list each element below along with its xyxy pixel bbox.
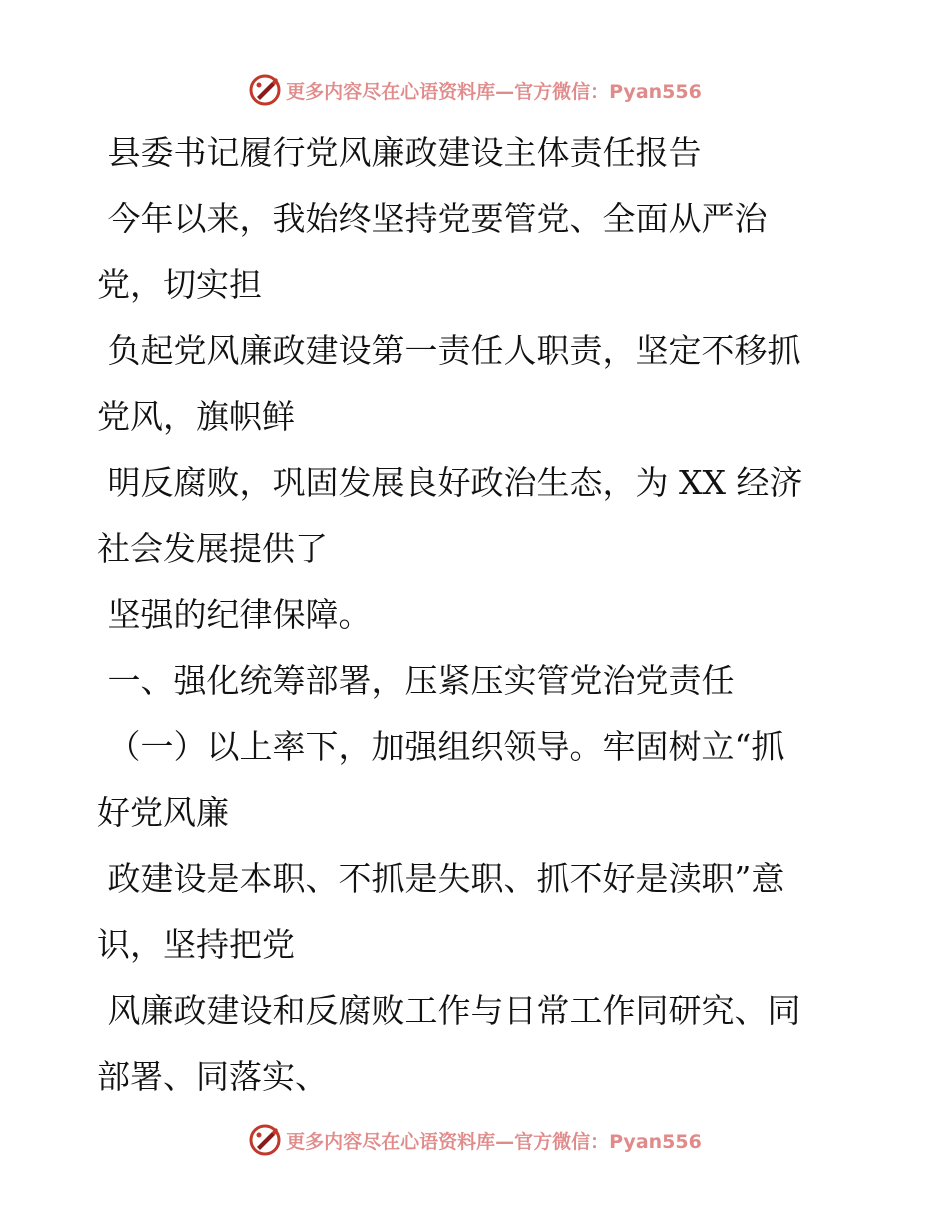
doc-line: 今年以来，我始终坚持党要管党、全面从严治 [97, 199, 768, 238]
watermark-logo-icon [248, 1123, 282, 1157]
doc-line: 社会发展提供了 [97, 529, 328, 568]
document-body [97, 120, 837, 1110]
watermark-top [0, 70, 950, 110]
doc-line: 部署、同落实、 [97, 1057, 328, 1096]
doc-line: 党，切实担 [97, 265, 262, 304]
watermark-bottom [0, 1120, 950, 1160]
doc-line: （一）以上率下，加强组织领导。牢固树立“抓 [97, 727, 785, 766]
section-heading: 一、强化统筹部署，压紧压实管党治党责任 [97, 661, 735, 700]
doc-line: 负起党风廉政建设第一责任人职责，坚定不移抓 [97, 331, 801, 370]
doc-line: 坚强的纪律保障。 [97, 595, 372, 634]
doc-title: 县委书记履行党风廉政建设主体责任报告 [97, 133, 702, 172]
watermark-logo-icon [248, 73, 282, 107]
watermark-text: 更多内容尽在心语资料库—官方微信：Pyan556 [286, 80, 702, 103]
doc-line: 风廉政建设和反腐败工作与日常工作同研究、同 [97, 991, 801, 1030]
doc-line: 政建设是本职、不抓是失职、抓不好是渎职”意 [97, 859, 785, 898]
doc-line: 明反腐败，巩固发展良好政治生态，为 XX 经济 [97, 463, 803, 502]
doc-line: 识，坚持把党 [97, 925, 295, 964]
doc-line: 党风，旗帜鲜 [97, 397, 295, 436]
watermark-text: 更多内容尽在心语资料库—官方微信：Pyan556 [286, 1130, 702, 1153]
doc-line: 好党风廉 [97, 793, 229, 832]
